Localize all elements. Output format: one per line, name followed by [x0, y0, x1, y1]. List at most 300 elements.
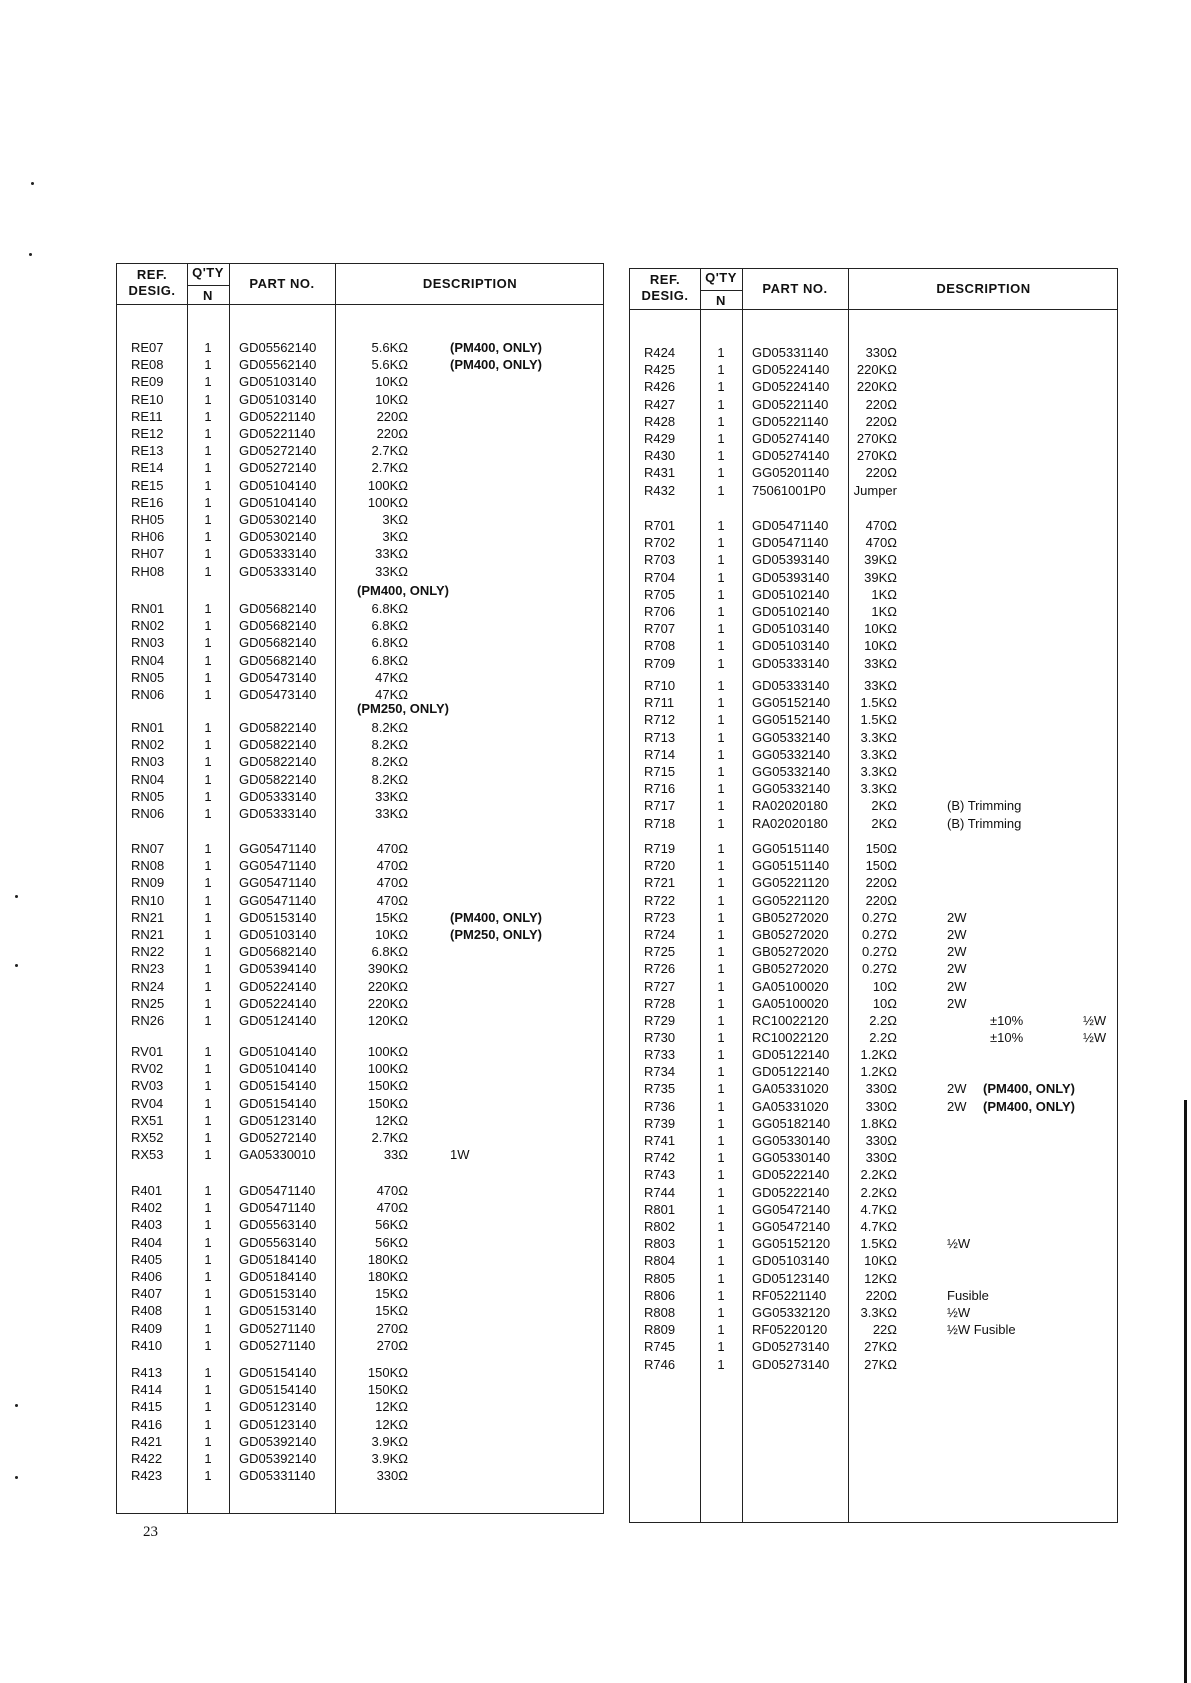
table-row — [630, 378, 1117, 395]
table-row — [630, 1252, 1117, 1269]
ref-desig: R703 — [644, 552, 676, 567]
qty: 1 — [204, 910, 212, 925]
qty: 1 — [717, 535, 725, 550]
part-number: GD05331140 — [239, 1468, 316, 1483]
value: 220Ω — [865, 1288, 897, 1303]
part-number: GG05472140 — [752, 1219, 831, 1234]
ref-desig: R728 — [644, 996, 676, 1011]
table-row — [117, 1416, 603, 1433]
ref-desig: R722 — [644, 893, 676, 908]
table-row — [630, 1304, 1117, 1321]
value: 2KΩ — [871, 816, 897, 831]
part-number: GB05272020 — [752, 961, 829, 976]
ref-desig: R404 — [131, 1235, 163, 1250]
tolerance: (PM400, ONLY) — [983, 1081, 1075, 1096]
part-number: GG05332140 — [752, 781, 831, 796]
table-row — [630, 1115, 1117, 1132]
value: 56KΩ — [375, 1217, 408, 1232]
qty: 1 — [204, 875, 212, 890]
table-row — [117, 1095, 603, 1112]
value: 1KΩ — [871, 604, 897, 619]
part-number: GD05682140 — [239, 618, 317, 633]
qty: 1 — [717, 656, 725, 671]
ref-desig: R745 — [644, 1339, 676, 1354]
table-row — [630, 840, 1117, 857]
ref-desig: R424 — [644, 345, 676, 360]
qty: 1 — [204, 392, 212, 407]
table-row — [630, 1184, 1117, 1201]
value: 1.5KΩ — [860, 695, 897, 710]
table-row — [630, 780, 1117, 797]
ref-desig: R403 — [131, 1217, 163, 1232]
header-qty: Q'TY — [705, 270, 737, 285]
qty: 1 — [204, 1365, 212, 1380]
part-number: GA05331020 — [752, 1081, 829, 1096]
header-ref: REF. DESIG. — [128, 267, 176, 298]
value: 47KΩ — [375, 670, 408, 685]
qty: 1 — [717, 910, 725, 925]
qty: 1 — [717, 1322, 725, 1337]
qty: 1 — [204, 806, 212, 821]
part-number: GD05123140 — [752, 1271, 830, 1286]
table-row — [630, 517, 1117, 534]
table-row — [117, 1398, 603, 1415]
value: 220Ω — [865, 414, 897, 429]
qty: 1 — [204, 1382, 212, 1397]
value: 5.6KΩ — [371, 357, 408, 372]
table-row — [630, 926, 1117, 943]
table-row — [117, 1251, 603, 1268]
ref-desig: R421 — [131, 1434, 163, 1449]
part-number: GG05152140 — [752, 712, 831, 727]
qty: 1 — [717, 816, 725, 831]
note: ½W — [947, 1305, 971, 1320]
part-number: GG05152120 — [752, 1236, 831, 1251]
value: 2.7KΩ — [371, 443, 408, 458]
part-number: GD05682140 — [239, 944, 317, 959]
value: 330Ω — [865, 345, 897, 360]
ref-desig: R425 — [644, 362, 676, 377]
table-row — [630, 413, 1117, 430]
qty: 1 — [204, 1468, 212, 1483]
value: 470Ω — [865, 518, 897, 533]
qty: 1 — [204, 1217, 212, 1232]
ref-desig: R743 — [644, 1167, 676, 1182]
value: 8.2KΩ — [371, 754, 408, 769]
group-subheading: (PM250, ONLY) — [357, 701, 449, 716]
note: ½W Fusible — [947, 1322, 1016, 1337]
table-row — [630, 978, 1117, 995]
qty: 1 — [204, 1096, 212, 1111]
qty: 1 — [717, 961, 725, 976]
table-row — [117, 926, 603, 943]
ref-desig: RN05 — [131, 670, 165, 685]
qty: 1 — [204, 841, 212, 856]
value: 1.5KΩ — [860, 1236, 897, 1251]
part-number: GD05271140 — [239, 1338, 316, 1353]
part-number: GG05221120 — [752, 875, 830, 890]
ref-desig: R715 — [644, 764, 676, 779]
table-row — [630, 694, 1117, 711]
qty: 1 — [717, 1219, 725, 1234]
ref-desig: R701 — [644, 518, 676, 533]
ref-desig: RH07 — [131, 546, 165, 561]
part-number: GD05392140 — [239, 1434, 317, 1449]
part-number: GD05124140 — [239, 1013, 317, 1028]
value: 150Ω — [865, 858, 897, 873]
margin-mark — [15, 964, 18, 967]
ref-desig: R801 — [644, 1202, 676, 1217]
ref-desig: R431 — [644, 465, 676, 480]
qty: 1 — [204, 1113, 212, 1128]
table-row — [630, 344, 1117, 361]
ref-desig: RN24 — [131, 979, 165, 994]
table-row — [630, 1321, 1117, 1338]
qty: 1 — [717, 893, 725, 908]
qty: 1 — [717, 397, 725, 412]
qty: 1 — [717, 1047, 725, 1062]
qty: 1 — [204, 1451, 212, 1466]
qty: 1 — [717, 1116, 725, 1131]
ref-desig: R706 — [644, 604, 676, 619]
table-row — [117, 1199, 603, 1216]
part-number: GD05122140 — [752, 1047, 830, 1062]
value: 470Ω — [376, 893, 408, 908]
qty: 1 — [717, 695, 725, 710]
note: 2W — [947, 944, 967, 959]
qty: 1 — [717, 431, 725, 446]
part-number: GD05224140 — [239, 996, 317, 1011]
table-row — [630, 857, 1117, 874]
table-row — [117, 1112, 603, 1129]
part-number: GD05102140 — [752, 604, 830, 619]
value: 8.2KΩ — [371, 772, 408, 787]
ref-desig: RV01 — [131, 1044, 164, 1059]
table-row — [117, 1146, 603, 1163]
part-number: GD05682140 — [239, 653, 317, 668]
qty: 1 — [204, 927, 212, 942]
ref-desig: R739 — [644, 1116, 676, 1131]
ref-desig: R744 — [644, 1185, 676, 1200]
ref-desig: R724 — [644, 927, 676, 942]
table-row — [630, 909, 1117, 926]
margin-mark — [15, 1476, 18, 1479]
table-row — [630, 464, 1117, 481]
ref-desig: R415 — [131, 1399, 163, 1414]
part-number: GG05332140 — [752, 764, 831, 779]
value: 47KΩ — [375, 687, 408, 702]
part-number: GD05123140 — [239, 1113, 317, 1128]
value: 220Ω — [376, 426, 408, 441]
value: 150KΩ — [367, 1078, 408, 1093]
table-row — [630, 677, 1117, 694]
table-row — [117, 840, 603, 857]
qty: 1 — [717, 448, 725, 463]
value: 100KΩ — [367, 1061, 408, 1076]
value: 33KΩ — [864, 656, 897, 671]
part-number: GG05332140 — [752, 747, 831, 762]
table-row — [630, 655, 1117, 672]
part-number: GD05224140 — [239, 979, 317, 994]
value: 10KΩ — [864, 638, 897, 653]
value: 3.3KΩ — [860, 747, 897, 762]
value: 220KΩ — [856, 379, 897, 394]
part-number: GD05103140 — [752, 621, 830, 636]
table-row — [117, 617, 603, 634]
qty: 1 — [717, 1339, 725, 1354]
value: 27KΩ — [864, 1339, 897, 1354]
table-row — [630, 637, 1117, 654]
value: 270Ω — [376, 1321, 408, 1336]
part-number: GD05103140 — [752, 638, 830, 653]
value: 27KΩ — [864, 1357, 897, 1372]
qty: 1 — [204, 670, 212, 685]
part-number: RA02020180 — [752, 798, 828, 813]
value: 3KΩ — [382, 512, 408, 527]
qty: 1 — [204, 772, 212, 787]
qty: 1 — [717, 1030, 725, 1045]
qty: 1 — [717, 1167, 725, 1182]
part-number: GD05272140 — [239, 460, 317, 475]
ref-desig: RV04 — [131, 1096, 164, 1111]
value: 150Ω — [865, 841, 897, 856]
part-number: GG05471140 — [239, 893, 317, 908]
value: 220Ω — [865, 875, 897, 890]
value: 12KΩ — [375, 1399, 408, 1414]
ref-desig: RH08 — [131, 564, 165, 579]
qty: 1 — [717, 764, 725, 779]
qty: 1 — [717, 465, 725, 480]
ref-desig: R427 — [644, 397, 676, 412]
part-number: GD05221140 — [239, 409, 316, 424]
header-description: DESCRIPTION — [422, 276, 518, 291]
part-number: GD05103140 — [752, 1253, 830, 1268]
qty: 1 — [717, 996, 725, 1011]
qty: 1 — [204, 529, 212, 544]
value: 33KΩ — [864, 678, 897, 693]
value: 330Ω — [376, 1468, 408, 1483]
ref-desig: R726 — [644, 961, 676, 976]
table-row — [117, 1077, 603, 1094]
ref-desig: R428 — [644, 414, 676, 429]
value: 56KΩ — [375, 1235, 408, 1250]
part-number: GG05221120 — [752, 893, 830, 908]
value: 180KΩ — [367, 1269, 408, 1284]
value: 6.8KΩ — [371, 618, 408, 633]
header-qty-n: N — [716, 293, 726, 308]
part-number: GD05184140 — [239, 1252, 317, 1267]
group-subheading: (PM400, ONLY) — [357, 583, 449, 598]
ref-desig: R711 — [644, 695, 675, 710]
ref-desig: RE13 — [131, 443, 164, 458]
qty: 1 — [204, 1044, 212, 1059]
table-row — [117, 356, 603, 373]
ref-desig: R741 — [644, 1133, 676, 1148]
qty: 1 — [717, 858, 725, 873]
value: 2.2Ω — [869, 1030, 897, 1045]
qty: 1 — [717, 979, 725, 994]
part-number: GD05102140 — [752, 587, 830, 602]
value: 330Ω — [865, 1150, 897, 1165]
qty: 1 — [717, 1133, 725, 1148]
ref-desig: R409 — [131, 1321, 163, 1336]
value: 0.27Ω — [861, 944, 897, 959]
qty: 1 — [204, 340, 212, 355]
qty: 1 — [717, 604, 725, 619]
part-number: GD05123140 — [239, 1399, 317, 1414]
ref-desig: R414 — [131, 1382, 163, 1397]
qty: 1 — [204, 618, 212, 633]
table-row — [630, 746, 1117, 763]
value: 8.2KΩ — [371, 737, 408, 752]
table-row — [630, 797, 1117, 814]
table-row — [630, 1270, 1117, 1287]
ref-desig: R733 — [644, 1047, 676, 1062]
qty: 1 — [717, 1202, 725, 1217]
part-number: GD05103140 — [239, 374, 317, 389]
value: 2KΩ — [871, 798, 897, 813]
note: 1W — [450, 1147, 470, 1162]
ref-desig: RX53 — [131, 1147, 164, 1162]
qty: 1 — [717, 875, 725, 890]
ref-desig: RE10 — [131, 392, 164, 407]
part-number: 75061001P0 — [752, 483, 826, 498]
part-number: GA05100020 — [752, 979, 829, 994]
qty: 1 — [717, 678, 725, 693]
part-number: GD05271140 — [239, 1321, 316, 1336]
table-row — [117, 339, 603, 356]
qty: 1 — [204, 478, 212, 493]
qty: 1 — [204, 1013, 212, 1028]
ref-desig: R406 — [131, 1269, 163, 1284]
ref-desig: R720 — [644, 858, 676, 873]
ref-desig: RN06 — [131, 806, 165, 821]
part-number: GD05822140 — [239, 737, 317, 752]
qty: 1 — [204, 687, 212, 702]
part-number: GG05332140 — [752, 730, 831, 745]
margin-mark — [29, 253, 32, 256]
table-row — [117, 391, 603, 408]
part-number: GD05153140 — [239, 1286, 317, 1301]
part-number: GD05221140 — [752, 397, 829, 412]
value: 10KΩ — [375, 374, 408, 389]
value: 330Ω — [865, 1081, 897, 1096]
value: 1.5KΩ — [860, 712, 897, 727]
value: 4.7KΩ — [860, 1202, 897, 1217]
table-row — [117, 788, 603, 805]
qty: 1 — [717, 345, 725, 360]
value: 220KΩ — [367, 996, 408, 1011]
value: 220KΩ — [367, 979, 408, 994]
qty: 1 — [717, 1253, 725, 1268]
part-number: GD05153140 — [239, 1303, 317, 1318]
ref-desig: RN01 — [131, 601, 165, 616]
ref-desig: R707 — [644, 621, 676, 636]
table-row — [630, 1166, 1117, 1183]
qty: 1 — [204, 1286, 212, 1301]
value: 470Ω — [376, 858, 408, 873]
ref-desig: RE16 — [131, 495, 164, 510]
qty: 1 — [204, 1399, 212, 1414]
table-row — [630, 1338, 1117, 1355]
ref-desig: R736 — [644, 1099, 676, 1114]
value: 2.7KΩ — [371, 1130, 408, 1145]
value: 6.8KΩ — [371, 601, 408, 616]
header-qty: Q'TY — [192, 265, 224, 280]
value: 10KΩ — [375, 927, 408, 942]
table-row — [630, 1149, 1117, 1166]
part-number: GD05393140 — [752, 570, 830, 585]
part-number: GG05471140 — [239, 841, 317, 856]
table-row — [630, 874, 1117, 891]
qty: 1 — [204, 1147, 212, 1162]
qty: 1 — [204, 944, 212, 959]
part-number: GD05154140 — [239, 1365, 317, 1380]
ref-desig: R742 — [644, 1150, 676, 1165]
table-row — [117, 978, 603, 995]
value: 270KΩ — [856, 448, 897, 463]
table-row — [117, 1337, 603, 1354]
table-row — [117, 1043, 603, 1060]
part-number: GD05154140 — [239, 1096, 317, 1111]
table-row — [630, 361, 1117, 378]
part-number: GD05184140 — [239, 1269, 317, 1284]
note: 2W — [947, 1081, 967, 1096]
value: 220Ω — [865, 397, 897, 412]
qty: 1 — [717, 379, 725, 394]
value: 470Ω — [376, 1200, 408, 1215]
part-number: GD05331140 — [752, 345, 829, 360]
value: 8.2KΩ — [371, 720, 408, 735]
table-row — [117, 892, 603, 909]
note: 2W — [947, 910, 967, 925]
part-number: GD05473140 — [239, 670, 317, 685]
ref-desig: R426 — [644, 379, 676, 394]
ref-desig: R413 — [131, 1365, 163, 1380]
part-number: GG05330140 — [752, 1133, 831, 1148]
note: Fusible — [947, 1288, 989, 1303]
ref-desig: R402 — [131, 1200, 163, 1215]
qty: 1 — [204, 1078, 212, 1093]
qty: 1 — [717, 1288, 725, 1303]
value: 3.9KΩ — [371, 1451, 408, 1466]
value: 330Ω — [865, 1133, 897, 1148]
qty: 1 — [717, 1185, 725, 1200]
table-row — [630, 551, 1117, 568]
value: 6.8KΩ — [371, 944, 408, 959]
table-row — [117, 753, 603, 770]
table-row — [117, 960, 603, 977]
ref-desig: R407 — [131, 1286, 163, 1301]
value: 6.8KΩ — [371, 653, 408, 668]
ref-desig: R705 — [644, 587, 676, 602]
part-number: GD05153140 — [239, 910, 317, 925]
part-number: GD05682140 — [239, 635, 317, 650]
value: 220Ω — [376, 409, 408, 424]
qty: 1 — [204, 858, 212, 873]
qty: 1 — [204, 512, 212, 527]
qty: 1 — [204, 1235, 212, 1250]
qty: 1 — [204, 1338, 212, 1353]
value: 2.2Ω — [869, 1013, 897, 1028]
value: 39KΩ — [864, 570, 897, 585]
qty: 1 — [717, 712, 725, 727]
value: 1.8KΩ — [860, 1116, 897, 1131]
value: 1.2KΩ — [860, 1047, 897, 1062]
part-number: GD05563140 — [239, 1217, 317, 1232]
ref-desig: R416 — [131, 1417, 163, 1432]
margin-mark — [31, 182, 34, 185]
